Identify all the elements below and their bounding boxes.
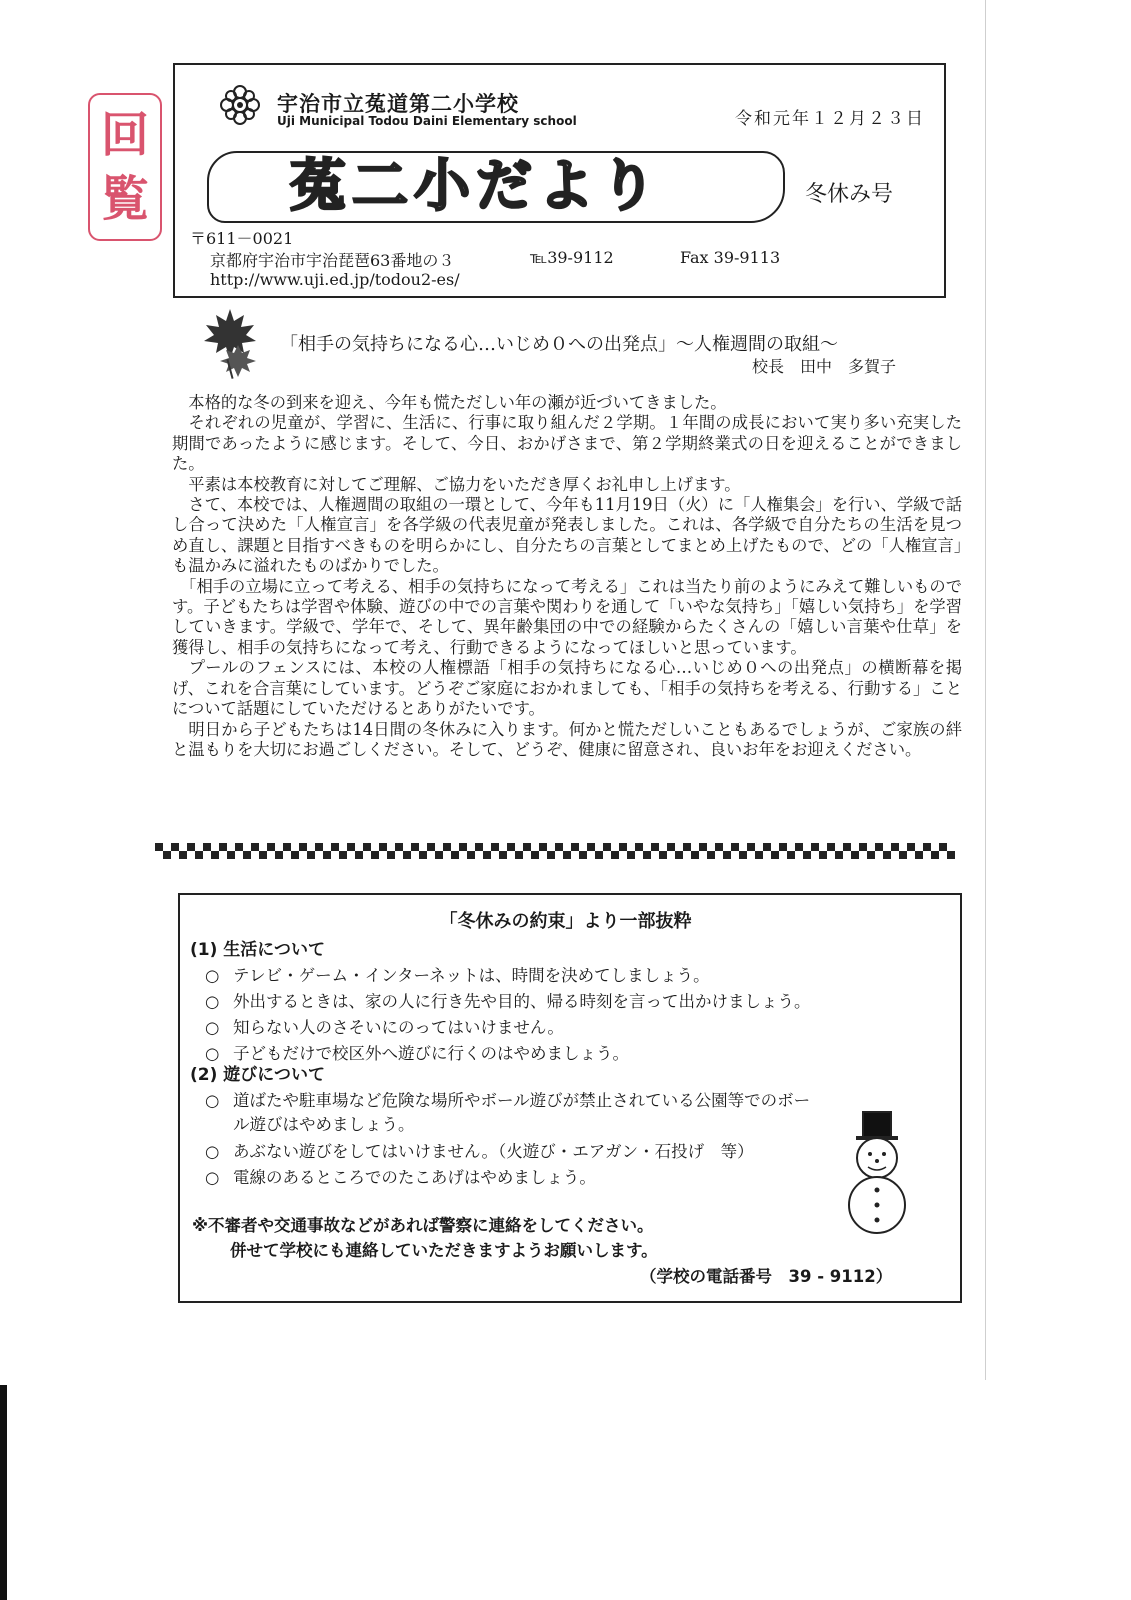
scan-edge-line xyxy=(985,0,986,1380)
article-paragraph: それぞれの児童が、学習に、生活に、行事に取り組んだ２学期。１年間の成長において実り多い充実した期間であったように感じます。そして、今日、おかげさまで、第２学期終業式の日を迎えることができました。 xyxy=(172,413,962,474)
rules-title: 「冬休みの約束」より一部抜粋 xyxy=(439,911,692,932)
school-fax: Fax 39-9113 xyxy=(680,248,781,267)
article-paragraph: 平素は本校教育に対してご理解、ご協力をいただき厚くお礼申し上げます。 xyxy=(188,474,741,494)
rules-item-continued: ル遊びはやめましょう。 xyxy=(233,1115,415,1134)
stamp-char-2: 覧 xyxy=(100,171,149,227)
school-name-jp: 宇治市立菟道第二小学校 xyxy=(277,92,519,116)
rules-item: ○ 子どもだけで校区外へ遊びに行くのはやめましょう。 xyxy=(205,1044,629,1063)
circulation-stamp xyxy=(88,93,162,241)
article-paragraph: プールのフェンスには、本校の人権標語「相手の気持ちになる心…いじめ０への出発点」の横断幕を掲げ、これを合言葉にしています。どうぞご家庭におかれましても、「相手の気持ちを考える、行動する」ことについて話題にしていただけるとありがたいです。 xyxy=(172,658,962,719)
rules-item: ○ 道ばたや駐車場など危険な場所やボール遊びが禁止されている公園等でのボー xyxy=(205,1091,811,1110)
school-name-en: Uji Municipal Todou Daini Elementary school xyxy=(277,114,577,128)
stamp-char-1: 回 xyxy=(100,107,149,163)
scan-shadow xyxy=(0,1385,7,1600)
school-crest-icon xyxy=(220,85,260,125)
issue-label: 冬休み号 xyxy=(805,182,894,207)
issue-date: 令和元年１２月２３日 xyxy=(735,109,925,129)
rules-item: ○ 外出するときは、家の人に行き先や目的、帰る時刻を言って出かけましょう。 xyxy=(205,992,811,1011)
school-tel: ℡39-9112 xyxy=(530,248,614,267)
rules-item: ○ テレビ・ゲーム・インターネットは、時間を決めてしましょう。 xyxy=(205,966,710,985)
article-paragraph: 明日から子どもたちは14日間の冬休みに入ります。何かと慌ただしいこともあるでしょうが、ご家族の絆と温もりを大切にお過ごしください。そして、どうぞ、健康に留意され、良いお年をお迎えください。 xyxy=(172,719,962,759)
rules-item: ○ 知らない人のさそいにのってはいけません。 xyxy=(205,1018,564,1037)
article-body xyxy=(172,393,962,760)
checker-divider xyxy=(155,843,955,859)
school-address: 京都府宇治市宇治琵琶63番地の３ xyxy=(210,251,455,270)
article-paragraph: さて、本校では、人権週間の取組の一環として、今年も11月19日（火）に「人権集会」を行い、学級で話し合って決めた「人権宣言」を各学級の代表児童が発表しました。これは、各学級で自分たちの生活を見つめ直し、課題と目指すべきものを明らかにし、自分たちの言葉としてまとめ上げたもので、どの「人権宣言」も温かみに溢れたものばかりでした。 xyxy=(172,495,962,576)
rules-section-heading: (2) 遊びについて xyxy=(190,1065,325,1085)
article-author: 校長 田中 多賀子 xyxy=(752,357,897,376)
rules-item: ○ 電線のあるところでのたこあげはやめましょう。 xyxy=(205,1168,596,1187)
postal-code: 〒611－0021 xyxy=(190,229,294,248)
rules-item: ○ あぶない遊びをしてはいけません。（火遊び・エアガン・石投げ 等） xyxy=(205,1142,754,1161)
article-paragraph: 本格的な冬の到来を迎え、今年も慌ただしい年の瀬が近づいてきました。 xyxy=(188,393,727,412)
newsletter-title: 菟二小だより xyxy=(290,154,662,219)
article-paragraph: 「相手の立場に立って考える、相手の気持ちになって考える」これは当たり前のようにみえて難しいものです。子どもたちは学習や体験、遊びの中での言葉や関わりを通して「いやな気持ち」「嬉しい気持ち」を学習していきます。学級で、学年で、そして、異年齢集団の中での経験からたくさんの「嬉しい言葉や仕草」を獲得し、相手の気持ちになって考え、行動できるようになってほしいと思っています。 xyxy=(172,576,962,657)
safety-note-2: 併せて学校にも連絡していただきますようお願いします。 xyxy=(230,1241,658,1260)
school-phone-note: （学校の電話番号 39 - 9112） xyxy=(640,1267,893,1286)
maple-leaf-icon xyxy=(200,305,260,383)
safety-note: ※不審者や交通事故などがあれば警察に連絡をしてください。 xyxy=(192,1216,654,1235)
rules-section-heading: (1) 生活について xyxy=(190,940,325,960)
snowman-icon xyxy=(832,1110,922,1235)
school-url: http://www.uji.ed.jp/todou2-es/ xyxy=(210,270,460,289)
article-title: 「相手の気持ちになる心…いじめ０への出発点」～人権週間の取組～ xyxy=(280,334,838,355)
